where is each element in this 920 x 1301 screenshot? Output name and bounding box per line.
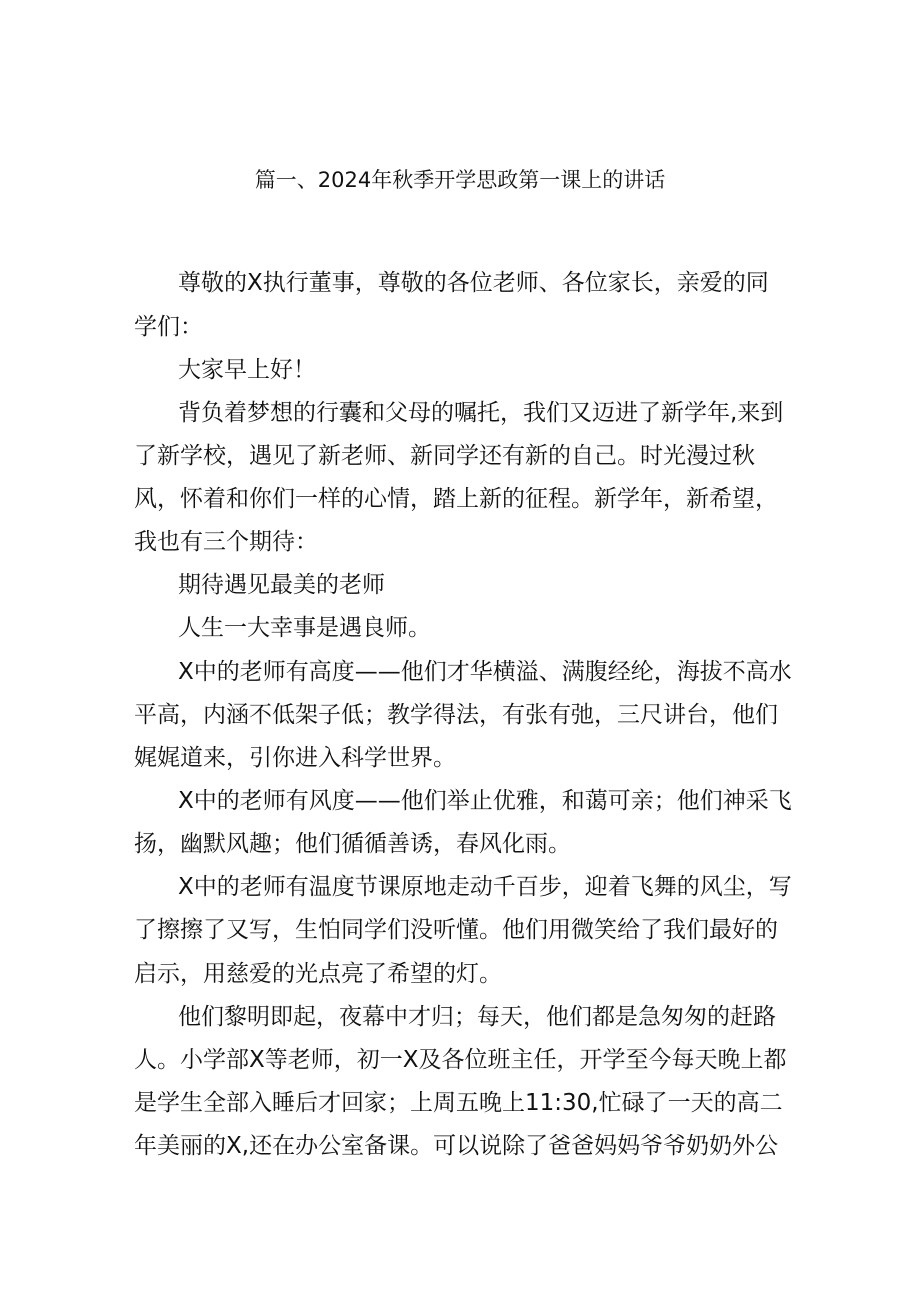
- paragraph-line: 我也有三个期待：: [134, 529, 318, 555]
- paragraph-line: 了擦擦了又写，生怕同学们没听懂。他们用微笑给了我们最好的: [134, 917, 778, 943]
- paragraph-line: 他们黎明即起，夜幕中才归；每天，他们都是急匆匆的赶路: [178, 1004, 776, 1030]
- paragraph-line: X中的老师有风度——他们举止优雅，和蔼可亲；他们神采飞: [178, 788, 792, 814]
- paragraph-line: 期待遇见最美的老师: [178, 572, 385, 598]
- paragraph-line: 大家早上好！: [178, 357, 316, 383]
- paragraph-line: 了新学校，遇见了新老师、新同学还有新的自己。时光漫过秋: [134, 443, 755, 469]
- paragraph-line: 娓娓道来，引你进入科学世界。: [134, 745, 456, 771]
- paragraph-line: 人生一大幸事是遇良师。: [178, 615, 431, 641]
- paragraph-line: 尊敬的X执行董事，尊敬的各位老师、各位家长，亲爱的同: [178, 270, 769, 296]
- paragraph-line: 是学生全部入睡后才回家；上周五晚上11:30,忙碌了一天的高二: [134, 1090, 783, 1116]
- document-title: 篇一、2024年秋季开学思政第一课上的讲话: [254, 168, 666, 192]
- paragraph-line: 学们：: [134, 314, 203, 340]
- paragraph-line: 启示，用慈爱的光点亮了希望的灯。: [134, 961, 502, 987]
- paragraph-line: 人。小学部X等老师，初一X及各位班主任，开学至今每天晚上都: [134, 1047, 787, 1073]
- paragraph-line: 年美丽的X,还在办公室备课。可以说除了爸爸妈妈爷爷奶奶外公: [134, 1133, 779, 1159]
- paragraph-line: 风，怀着和你们一样的心情，踏上新的征程。新学年，新希望，: [134, 486, 778, 512]
- paragraph-line: X中的老师有高度——他们才华横溢、满腹经纶，海拔不高水: [178, 659, 792, 685]
- paragraph-line: 平高，内涵不低架子低；教学得法，有张有弛，三尺讲台，他们: [134, 702, 778, 728]
- paragraph-line: 扬，幽默风趣；他们循循善诱，春风化雨。: [134, 831, 571, 857]
- paragraph-line: X中的老师有温度节课原地走动千百步，迎着飞舞的风尘，写: [178, 874, 792, 900]
- paragraph-line: 背负着梦想的行囊和父母的嘱托，我们又迈进了新学年,来到: [178, 400, 784, 426]
